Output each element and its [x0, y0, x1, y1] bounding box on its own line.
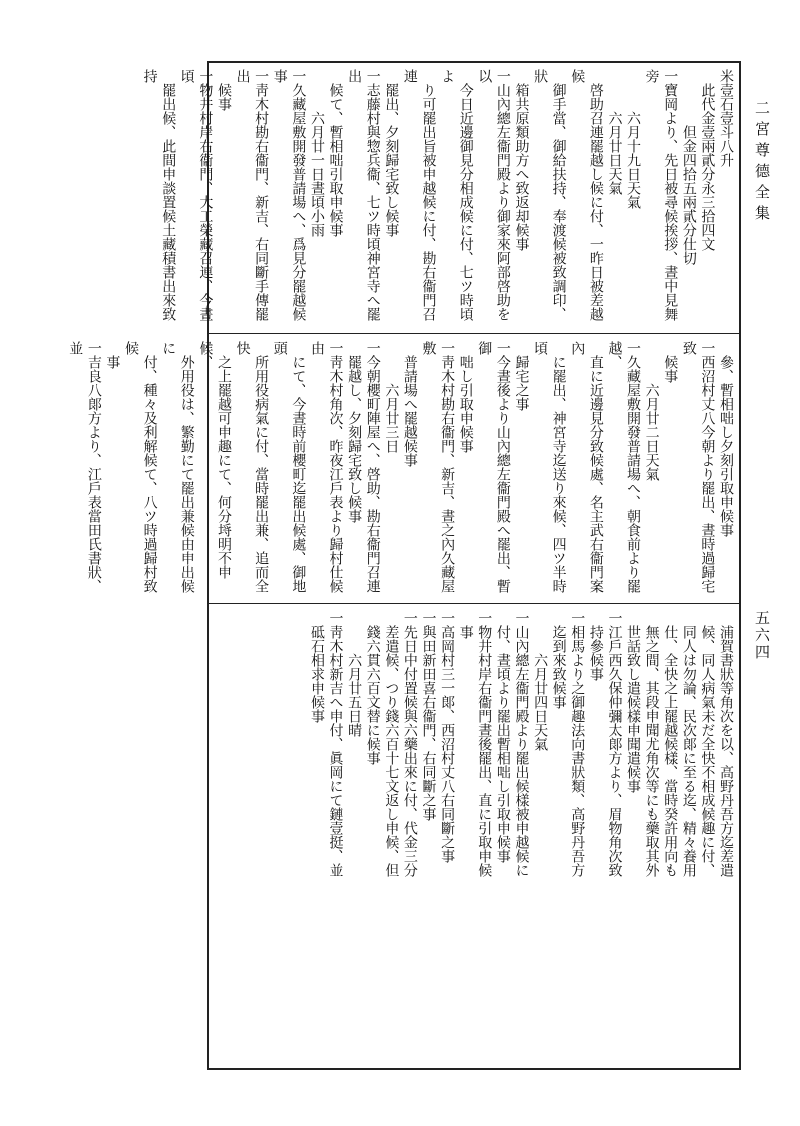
page-frame — [67, 61, 741, 1070]
page-number: 五六四 — [753, 610, 771, 661]
text-band-top: 米壹石壹斗八升 此代金壹兩貳分永三拾四文 但金四拾五兩貳分仕切 一寶岡より、先日被尋候挨拶、晝中見舞旁 六月十九日天氣 六月廿日天氣 啓助召連罷越し候に付、一昨日被差越候 御手當、御給扶持、奉渡候被致調印、狀 箱共原類助方へ致返却候事 一山內總左衞門殿より御家來阿部啓助を以 今日近邊御見分相成候に付、七ツ時頃よ り可罷出旨被申越候に付、勘右衞門召連 罷出、夕刻歸宅致し候事 一志藤村與惣兵衞、七ツ時頃神宮寺へ罷出 候て、暫相咄引取申候事 六月廿一日晝頃小雨 一久藏屋敷開發普請場へ、爲見分罷越候事 一靑木村勘右衞門、新吉、右同斷手傳罷出 候事 一物井村岸右衞門、大工榮藏召連、今晝頃 罷出候、此間申談置候土藏積書出來致持 — [141, 69, 734, 321]
band-divider — [209, 603, 739, 604]
band-divider — [209, 333, 739, 334]
running-title: 二宮尊德全集 — [753, 100, 771, 226]
text-band-bottom: 浦賀書狀等角次を以、高野丹吾方迄差遣 候、同人病氣未だ全快不相成候趣に付、 同人は勿論、民次郞に至る迄、精々養用 仕、全快之上罷越候樣、當時癸許用向も 無之間、其段申聞尤角次等にも藥取其外 世話致し遣候樣申聞遣候事 一江戶西久保仲彌太郞方より、眉物角次致 持參候事 一相馬より之御趣法向書狀類、高野丹吾方 迄到來致候事 六月廿四日天氣 一山內總左衞門殿より罷出候樣被申越候に 付、晝頃より罷出暫相咄し引取申候事 一物井村岸右衞門晝後罷出、直に引取申候 事 一高岡村三一郞、西沼村丈八右同斷之事 一與田新田喜右衞門、右同斷之事 一先日中付置候與六藥出來に付、代金三分 差遣候、つり錢六百十七文返し申候、但 錢六貫六百文替に候事 六月廿五日晴 一靑木村新吉へ申付、眞岡にて鏈壹挺、並 砥石相求申候事 — [308, 611, 734, 877]
text-band-middle: 參、暫相咄し夕刻引取申候事 一西沼村丈八今朝より罷出、晝時過歸宅致 候事 六月廿二日天氣 一久藏屋敷開發普請場へ、朝食前より罷越、 直に近邊見分致候處、名主武右衞門案內 に罷出、神宮寺迄送り來候、四ツ半時頃 歸宅之事 一今晝後より山內總左衞門殿へ罷出、暫御 咄し引取申候事 一靑木村勘右衞門、新吉、晝之內久藏屋敷 普請場へ罷越候事 六月廿三日 一今朝櫻町陣屋へ、啓助、勘右衞門召連 罷越し、夕刻歸宅致し候事 一靑木村角次、昨夜江戶表より歸村仕候由 にて、今晝時前櫻町迄罷出候處、御地頭 所用役病氣に付、當時罷出兼、追而全快 之上罷越可申趣にて、何分埓明不申候、 外用役は、繁勤にて罷出兼候由申出候に 付、種々及利解候て、八ツ時過歸村致候 事 一吉良八郞方より、江戶表當田氏書狀、並 — [67, 341, 734, 593]
